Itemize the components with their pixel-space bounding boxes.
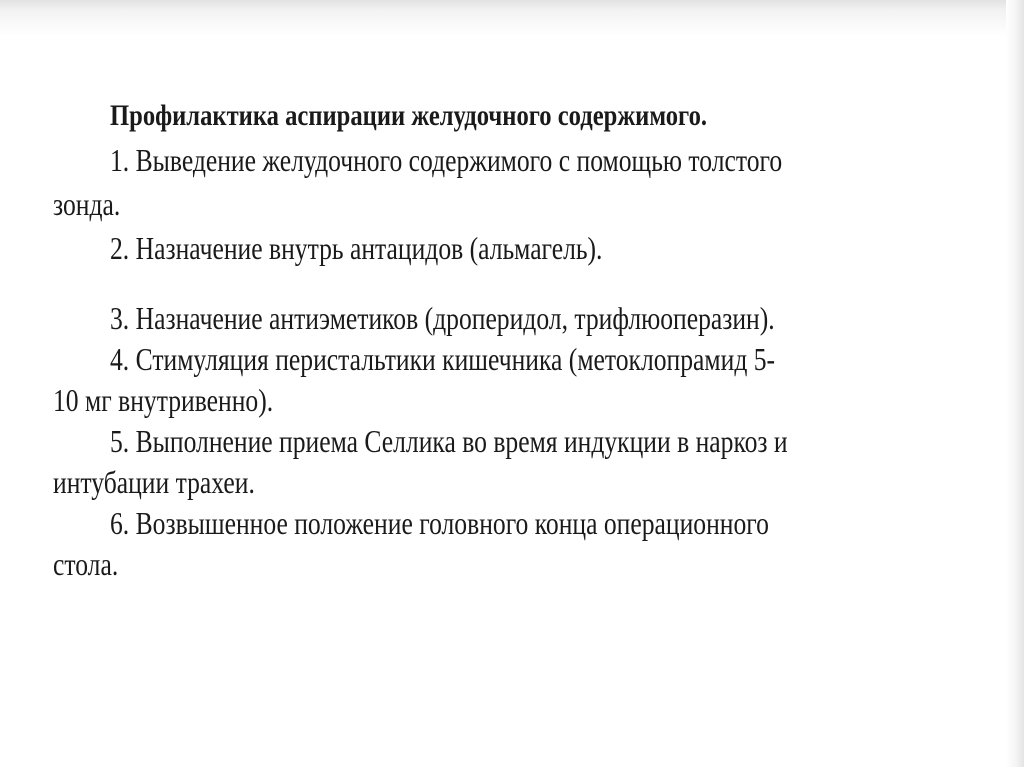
item-4-line-1: 4. Стимуляция перистальтики кишечника (метоклопрамид 5- [110, 341, 776, 377]
item-3: 3. Назначение антиэметиков (дроперидол, трифлюоперазин). [110, 300, 775, 336]
item-1-line-2: зонда. [53, 186, 121, 222]
item-4-line-2: 10 мг внутривенно). [53, 382, 274, 418]
item-1-line-1: 1. Выведение желудочного содержимого с помощью толстого [110, 142, 783, 178]
item-2: 2. Назначение внутрь антацидов (альмагель). [110, 230, 603, 266]
item-5-line-1: 5. Выполнение приема Селлика во время индукции в наркоз и [110, 423, 788, 459]
item-6-line-2: стола. [53, 546, 119, 582]
item-5-line-2: интубации трахеи. [53, 464, 255, 500]
slide-title: Профилактика аспирации желудочного содержимого. [110, 99, 708, 132]
item-6-line-1: 6. Возвышенное положение головного конца операционного [110, 505, 769, 541]
